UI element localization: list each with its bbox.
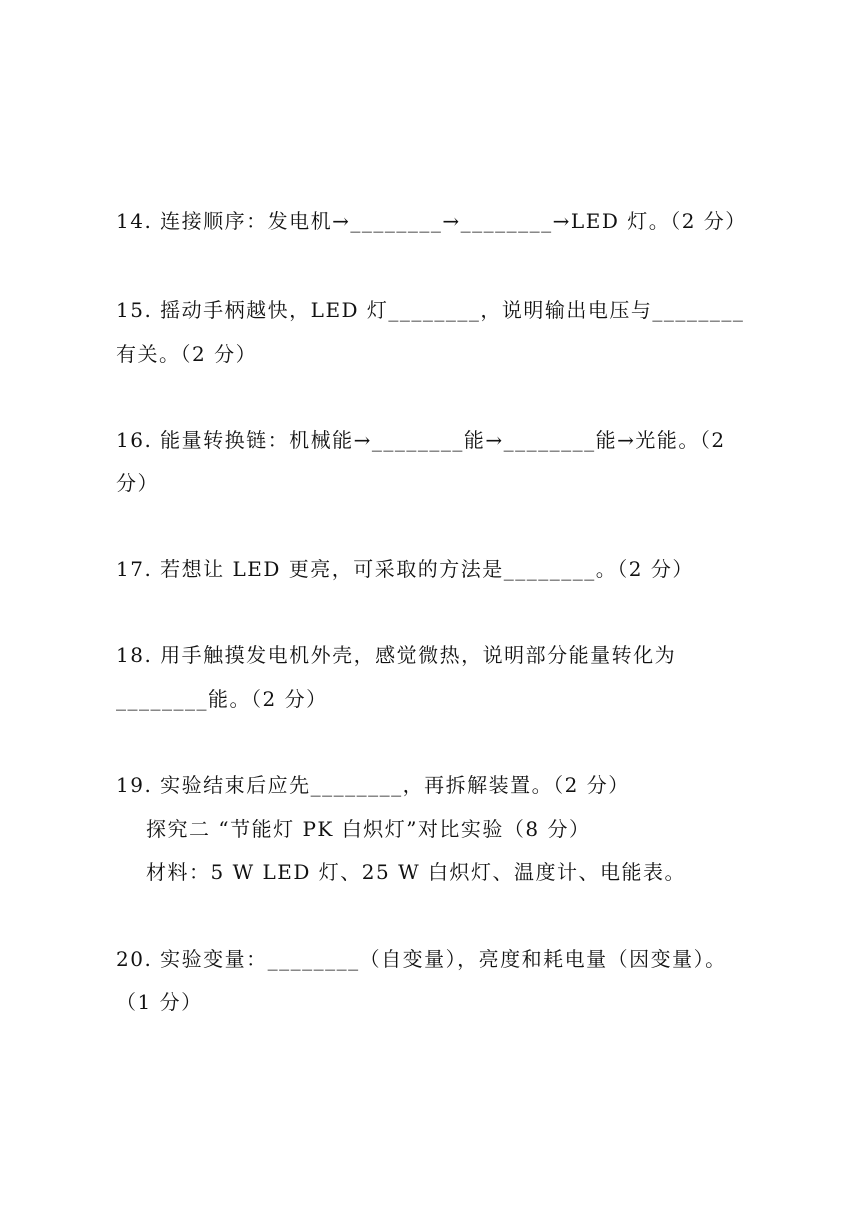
q15-line1: 15. 摇动手柄越快，LED 灯________，说明输出电压与________ xyxy=(116,298,745,322)
q17-line1: 17. 若想让 LED 更亮，可采取的方法是________。（2 分） xyxy=(116,557,694,581)
q20-line1: 20. 实验变量：________（自变量），亮度和耗电量（因变量）。 xyxy=(116,947,727,971)
q19-line1: 19. 实验结束后应先________，再拆解装置。（2 分） xyxy=(116,773,630,797)
q20-line2: （1 分） xyxy=(116,990,203,1014)
q15-line2: 有关。（2 分） xyxy=(116,342,258,366)
q16-line1: 16. 能量转换链：机械能→________能→________能→光能。（2 xyxy=(116,428,726,452)
q18-line1: 18. 用手触摸发电机外壳，感觉微热，说明部分能量转化为 xyxy=(116,643,677,667)
section2-materials: 材料：5 W LED 灯、25 W 白炽灯、温度计、电能表。 xyxy=(146,860,686,884)
q16-line2: 分） xyxy=(116,471,159,495)
q18-line2: ________能。（2 分） xyxy=(116,687,328,711)
q14-line1: 14. 连接顺序：发电机→________→________→LED 灯。（2 分） xyxy=(116,209,747,233)
section2-heading: 探究二 “节能灯 PK 白炽灯”对比实验（8 分） xyxy=(146,817,591,841)
